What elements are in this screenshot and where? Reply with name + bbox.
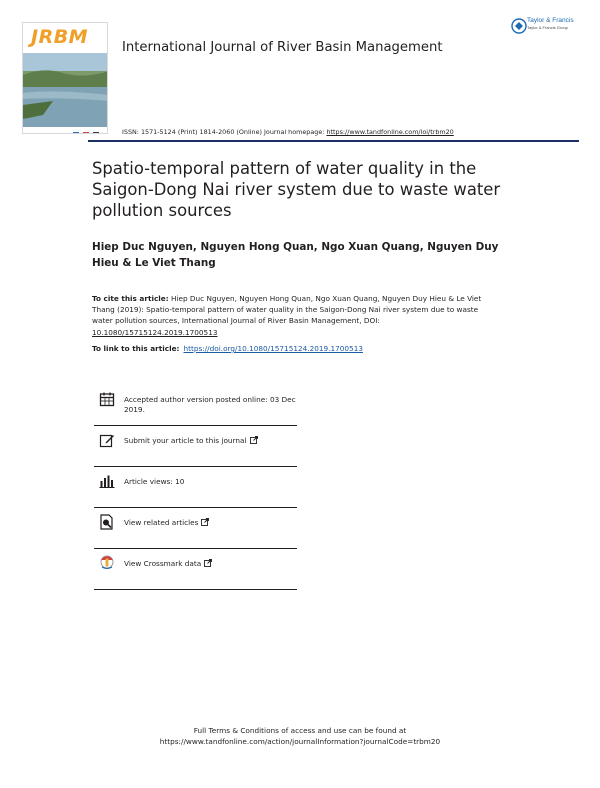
action-article-views: [94, 467, 297, 508]
journal-cover-image: [22, 22, 108, 134]
article-doi-url[interactable]: https://doi.org/10.1080/15715124.2019.1700513: [183, 344, 363, 353]
action-submit-article[interactable]: [94, 426, 297, 467]
crossmark-icon: [99, 555, 115, 571]
crossmark-link[interactable]: [124, 559, 296, 569]
footer-terms-text: Full Terms & Conditions of access and use can be found at: [193, 726, 407, 735]
calendar-icon: [99, 391, 115, 407]
external-link-icon: [201, 518, 209, 526]
action-accepted-date: [94, 385, 297, 426]
article-actions: [94, 385, 297, 590]
crossmark-label: View Crossmark data: [124, 559, 202, 568]
submit-article-link[interactable]: [124, 436, 296, 446]
article-authors: Hiep Duc Nguyen, Nguyen Hong Quan, Ngo Xuan Quang, Nguyen Duy Hieu & Le Viet Thang: [92, 241, 499, 269]
footer-terms: [0, 725, 600, 747]
submit-article-label: Submit your article to this journal: [124, 436, 247, 445]
cover-logo: JRBM: [31, 26, 89, 48]
publisher-logo: [527, 17, 574, 31]
action-related-articles[interactable]: [94, 508, 297, 549]
cover-river-photo: [23, 53, 108, 134]
header-divider: [88, 140, 579, 142]
article-link-label: To link to this article:: [92, 344, 180, 353]
publisher-logo-name: Taylor & Francis: [527, 17, 574, 24]
action-crossmark[interactable]: [94, 549, 297, 590]
bar-chart-icon: [99, 473, 115, 489]
citation-block: [92, 293, 500, 338]
issn-text: ISSN: 1571-5124 (Print) 1814-2060 (Online) Journal homepage:: [122, 128, 327, 136]
accepted-date-text: Accepted author version posted online: 03 Dec 2019.: [124, 395, 296, 414]
external-link-icon: [250, 436, 258, 444]
related-articles-link[interactable]: [124, 518, 296, 528]
publisher-logo-group: Taylor & Francis Group: [527, 25, 568, 30]
external-link-icon: [204, 559, 212, 567]
footer-terms-url[interactable]: https://www.tandfonline.com/action/journalInformation?journalCode=trbm20: [159, 737, 441, 746]
related-articles-label: View related articles: [124, 518, 199, 527]
cover-header: [23, 23, 108, 53]
citation-text: Hiep Duc Nguyen, Nguyen Hong Quan, Ngo Xuan Quang, Nguyen Duy Hieu & Le Viet Thang (2019): Spatio-temporal pattern of water quality in the Saigon-Dong Nai river system due to waste water pollution sources, International Journal of River Basin Management, DOI:: [92, 294, 482, 326]
citation-label: To cite this article:: [92, 294, 169, 303]
doi-link[interactable]: 10.1080/15715124.2019.1700513: [92, 327, 218, 337]
journal-title: International Journal of River Basin Management: [122, 40, 443, 55]
search-document-icon: [99, 514, 115, 530]
article-title: Spatio-temporal pattern of water quality in the Saigon-Dong Nai river system due to waste water pollution sources: [92, 159, 501, 220]
article-views-text: Article views: 10: [124, 477, 185, 486]
journal-homepage-link[interactable]: https://www.tandfonline.com/loi/trbm20: [326, 128, 454, 136]
issn-line: [122, 128, 454, 136]
edit-icon: [99, 432, 115, 448]
article-link-line: [92, 344, 363, 353]
